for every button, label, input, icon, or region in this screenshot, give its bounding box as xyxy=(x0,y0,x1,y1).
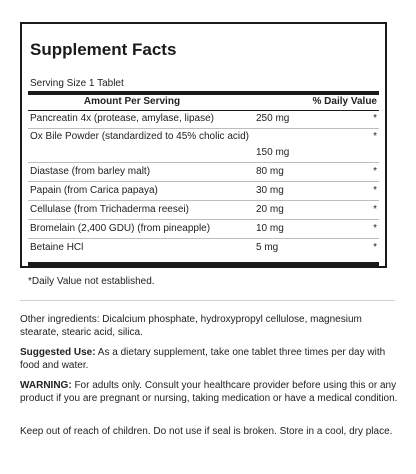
ingredient-amount: 30 mg xyxy=(256,185,284,196)
row-divider xyxy=(28,219,379,220)
row-divider xyxy=(28,238,379,239)
ingredient-name: Diastase (from barley malt) xyxy=(30,166,151,177)
ingredient-dv: * xyxy=(373,113,377,124)
suggested-use xyxy=(20,346,400,372)
ingredient-dv: * xyxy=(373,131,377,142)
header-divider xyxy=(28,110,379,111)
row-divider xyxy=(28,181,379,182)
ingredient-name: Bromelain (2,400 GDU) (from pineapple) xyxy=(30,223,211,234)
row-divider xyxy=(28,128,379,129)
ingredient-dv: * xyxy=(373,223,377,234)
ingredient-name: Pancreatin 4x (protease, amylase, lipase) xyxy=(30,113,214,124)
ingredient-amount: 20 mg xyxy=(256,204,284,215)
facts-title: Supplement Facts xyxy=(30,40,177,59)
ingredient-dv: * xyxy=(373,204,377,215)
ingredient-dv: * xyxy=(373,185,377,196)
supplement-facts-panel xyxy=(20,22,387,268)
ingredient-name: Betaine HCl xyxy=(30,242,84,253)
amount-per-serving-header: Amount Per Serving xyxy=(83,96,181,107)
warning-label: WARNING: xyxy=(20,380,72,391)
suggested-use-text: As a dietary supplement, take one tablet three times per day with food and water. xyxy=(20,347,386,371)
warning xyxy=(20,379,400,405)
serving-size: Serving Size 1 Tablet xyxy=(30,78,124,89)
ingredient-name: Ox Bile Powder (standardized to 45% cholic acid) xyxy=(30,131,249,142)
daily-value-header: % Daily Value xyxy=(312,96,377,107)
header-bar xyxy=(28,91,379,95)
ingredient-name: Cellulase (from Trichaderma reesei) xyxy=(30,204,189,215)
ingredient-name: Papain (from Carica papaya) xyxy=(30,185,158,196)
ingredient-amount: 10 mg xyxy=(256,223,284,234)
row-divider xyxy=(28,162,379,163)
other-ingredients: Other ingredients: Dicalcium phosphate, hydroxypropyl cellulose, magnesium stearate, stearic acid, silica. xyxy=(20,314,362,338)
daily-value-footnote: *Daily Value not established. xyxy=(28,276,155,287)
ingredient-dv: * xyxy=(373,166,377,177)
section-divider xyxy=(20,300,395,301)
ingredient-amount: 150 mg xyxy=(256,147,290,158)
ingredient-amount: 80 mg xyxy=(256,166,284,177)
storage-instructions: Keep out of reach of children. Do not use if seal is broken. Store in a cool, dry place. xyxy=(20,426,393,437)
row-divider xyxy=(28,200,379,201)
ingredient-amount: 5 mg xyxy=(256,242,279,253)
suggested-use-label: Suggested Use: xyxy=(20,347,96,358)
ingredient-amount: 250 mg xyxy=(256,113,290,124)
footer-bar xyxy=(28,262,379,266)
warning-text: For adults only. Consult your healthcare provider before using this or any product if you are pregnant or nursing, taking medication or have a medical condition. xyxy=(20,380,398,404)
ingredient-dv: * xyxy=(373,242,377,253)
